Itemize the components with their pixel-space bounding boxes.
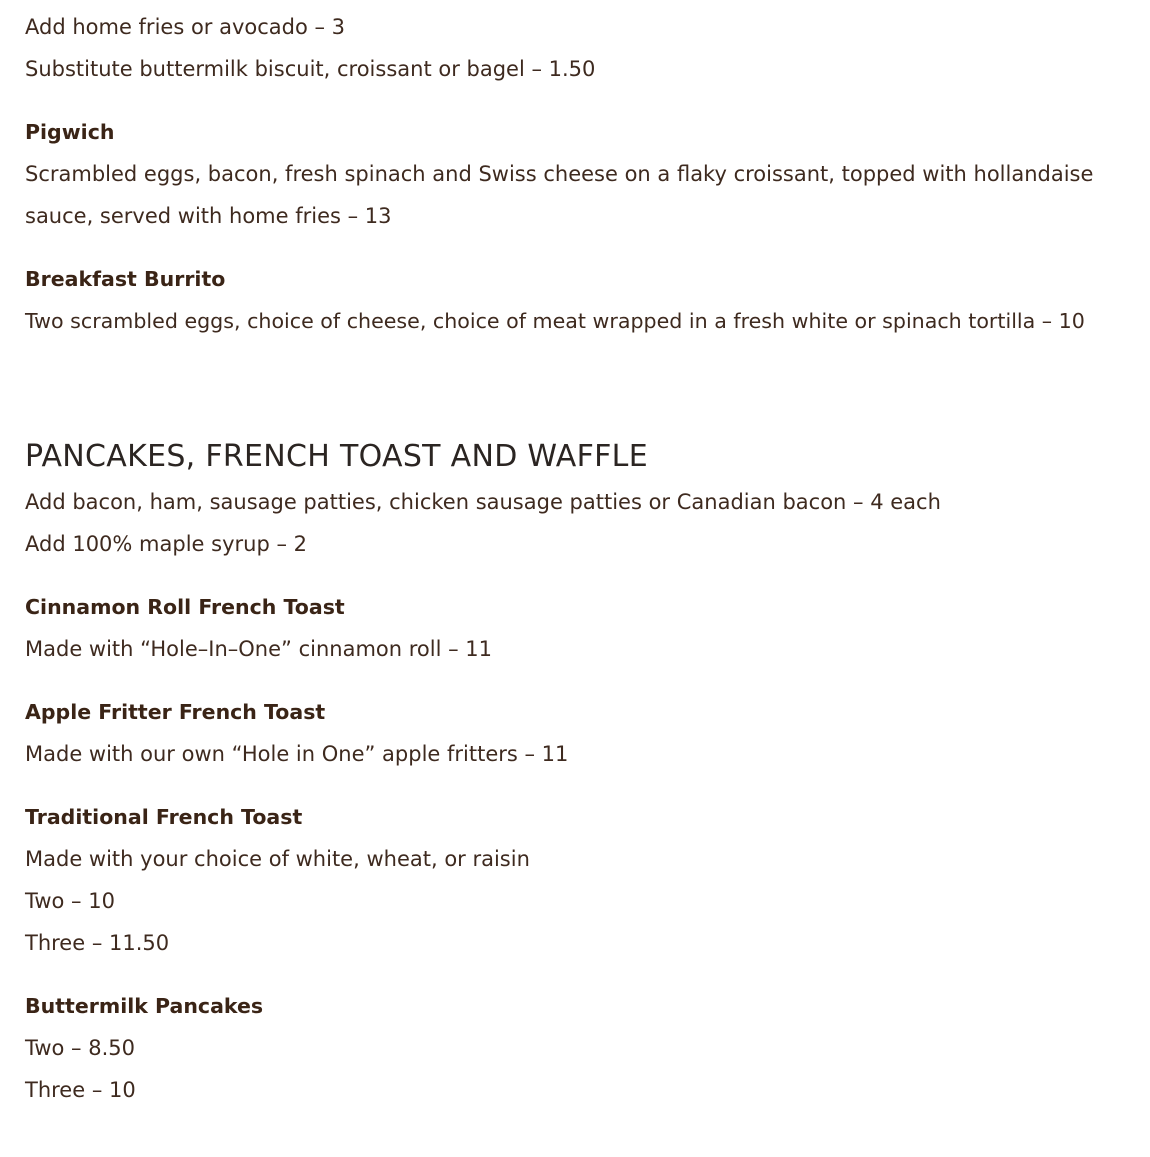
menu-item-apple-fritter-french-toast [25, 691, 1135, 775]
menu-item-breakfast-burrito [25, 258, 1135, 342]
menu-item-title: Pigwich [25, 120, 115, 144]
menu-item-title: Cinnamon Roll French Toast [25, 595, 345, 619]
menu-item-line: Made with “Hole–In–One” cinnamon roll – 11 [25, 637, 493, 661]
menu-item-title: Buttermilk Pancakes [25, 994, 264, 1018]
menu-item-description: Scrambled eggs, bacon, fresh spinach and Swiss cheese on a flaky croissant, topped with hollandaise sauce, served with home fries – 13 [25, 162, 1094, 228]
menu-item-line: Made with your choice of white, wheat, or raisin [25, 847, 530, 871]
menu-item-traditional-french-toast [25, 796, 1135, 964]
menu-item-title: Breakfast Burrito [25, 267, 226, 291]
menu-item-line: Made with our own “Hole in One” apple fritters – 11 [25, 742, 569, 766]
section-title: PANCAKES, FRENCH TOAST AND WAFFLE [25, 439, 648, 474]
menu-item-title: Traditional French Toast [25, 805, 303, 829]
menu-item-price: Two – 8.50 [25, 1036, 135, 1060]
menu-item-buttermilk-pancakes [25, 985, 1135, 1111]
section-note: Add 100% maple syrup – 2 [25, 532, 307, 556]
menu-item-cinnamon-roll-french-toast [25, 586, 1135, 670]
menu-item-title: Apple Fritter French Toast [25, 700, 326, 724]
section-pancakes [25, 433, 1135, 1111]
menu-item-price: Three – 10 [25, 1078, 136, 1102]
section-note: Add bacon, ham, sausage patties, chicken sausage patties or Canadian bacon – 4 each [25, 490, 941, 514]
menu-note: Add home fries or avocado – 3 [25, 15, 346, 39]
menu-item-description: Two scrambled eggs, choice of cheese, choice of meat wrapped in a fresh white or spinach tortilla – 10 [25, 309, 1085, 333]
menu-item-price: Two – 10 [25, 889, 115, 913]
menu-item-pigwich [25, 111, 1135, 237]
menu-item-price: Three – 11.50 [25, 931, 170, 955]
menu-page [25, 0, 1135, 1111]
menu-note: Substitute buttermilk biscuit, croissant or bagel – 1.50 [25, 57, 596, 81]
